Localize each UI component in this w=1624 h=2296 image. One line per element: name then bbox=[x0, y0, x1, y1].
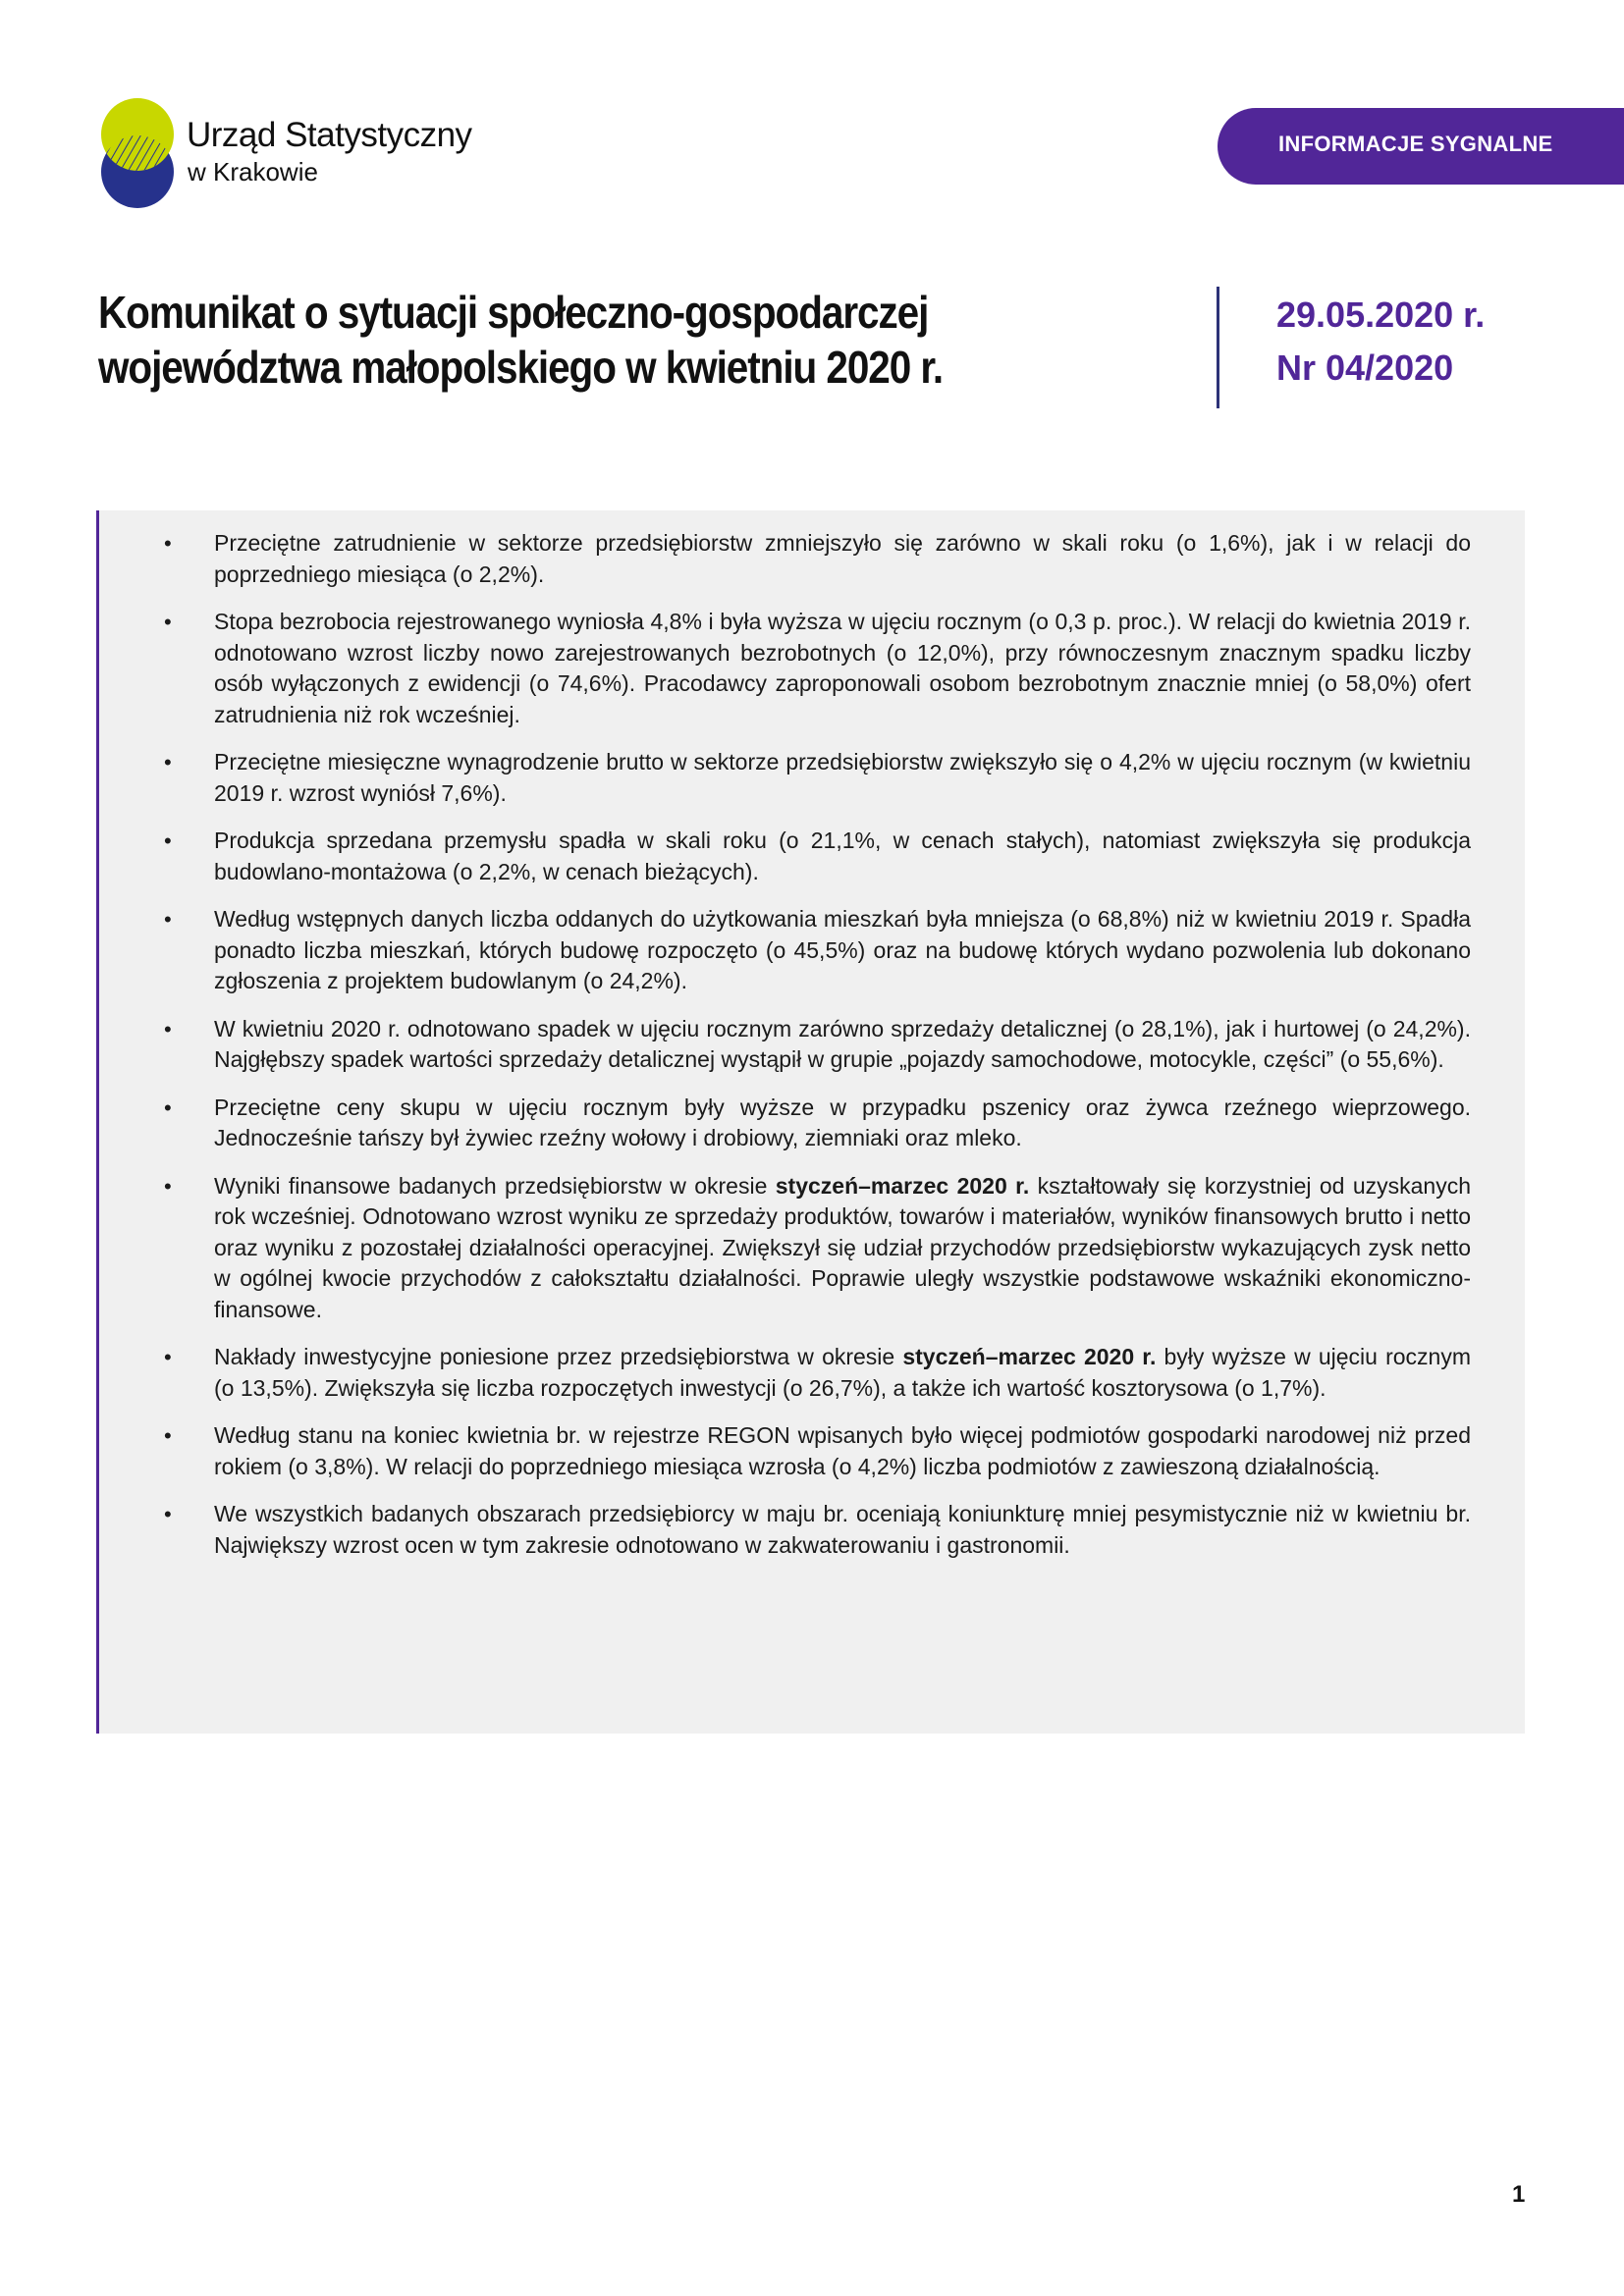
page-number: 1 bbox=[1512, 2181, 1526, 2208]
publication-number: Nr 04/2020 bbox=[1276, 347, 1454, 388]
key-finding-text: Wyniki finansowe badanych przedsiębiorstw w okresie bbox=[214, 1172, 776, 1199]
bullet-icon: • bbox=[164, 610, 172, 634]
key-finding-text: Przeciętne ceny skupu w ujęciu rocznym były wyższe w przypadku pszenicy oraz żywca rzeźnego wieprzowego. Jednocześnie tańszy był żywiec rzeźny wołowy i drobiowy, ziemniaki oraz mleko. bbox=[214, 1094, 1471, 1150]
key-finding-text: We wszystkich badanych obszarach przedsiębiorcy w maju br. oceniają koniunkturę mniej pesymistycznie niż w kwietniu br. Największy wzrost ocen w tym zakresie odnotowano w zakwaterowaniu i gastronomii. bbox=[214, 1501, 1471, 1558]
key-finding-item bbox=[99, 1420, 1471, 1482]
bullet-icon: • bbox=[164, 750, 172, 774]
key-finding-item bbox=[99, 904, 1471, 997]
key-finding-text-cont: były wyższe w ujęciu rocznym (o 13,5%). Zwiększyła się liczba rozpoczętych inwestycji (o 26,7%), a także ich wartość kosztorysowa (o 1,7%). bbox=[214, 1344, 1471, 1401]
key-finding-item bbox=[99, 826, 1471, 887]
key-finding-item bbox=[99, 1093, 1471, 1154]
bullet-icon: • bbox=[164, 1173, 172, 1199]
key-finding-item bbox=[99, 528, 1471, 590]
key-finding-item bbox=[99, 607, 1471, 730]
bullet-icon: • bbox=[164, 1502, 172, 1526]
title-divider bbox=[1217, 287, 1219, 408]
key-finding-item bbox=[99, 1171, 1471, 1326]
key-finding-item bbox=[99, 1014, 1471, 1076]
key-finding-text-cont: kształtowały się korzystniej od uzyskanych rok wcześniej. Odnotowano wzrost wyniku ze sprzedaży produktów, towarów i materiałów, wyników finansowych brutto i netto oraz wyniku z pozostałej działalności operacyjnej. Zwiększył się udział przychodów przedsiębiorstw wykazujących zysk netto w ogólnej kwocie przychodów z całokształtu działalności. Poprawie uległy wszystkie podstawowe wskaźniki ekonomiczno-finansowe. bbox=[214, 1172, 1472, 1322]
key-finding-text: W kwietniu 2020 r. odnotowano spadek w ujęciu rocznym zarówno sprzedaży detalicznej (o 28,1%), jak i hurtowej (o 24,2%). Najgłębszy spadek wartości sprzedaży detalicznej wystąpił w grupie „pojazdy samochodowe, motocykle, części” (o 55,6%). bbox=[214, 1015, 1471, 1072]
logo-subtitle: w Krakowie bbox=[188, 157, 318, 187]
key-finding-text: Przeciętne zatrudnienie w sektorze przedsiębiorstw zmniejszyło się zarówno w skali roku (o 1,6%), jak i w relacji do poprzedniego miesiąca (o 2,2%). bbox=[214, 530, 1471, 587]
key-finding-item bbox=[99, 1499, 1471, 1561]
publication-date: 29.05.2020 r. bbox=[1276, 294, 1486, 335]
key-finding-period: styczeń–marzec 2020 r. bbox=[902, 1344, 1157, 1369]
publication-meta bbox=[1276, 289, 1485, 395]
bullet-icon: • bbox=[164, 828, 172, 853]
key-finding-text: Według stanu na koniec kwietnia br. w rejestrze REGON wpisanych było więcej podmiotów gospodarki narodowej niż przed rokiem (o 3,8%). W relacji do poprzedniego miesiąca wzrosła (o 4,2%) liczba podmiotów z zawieszoną działalnością. bbox=[214, 1422, 1471, 1479]
key-finding-text: Według wstępnych danych liczba oddanych do użytkowania mieszkań była mniejsza (o 68,8%) niż w kwietniu 2019 r. Spadła ponadto liczba mieszkań, których budowę rozpoczęto (o 45,5%) oraz na budowę których wydano pozwolenia lub dokonano zgłoszenia z projektem budowlanym (o 24,2%). bbox=[214, 906, 1471, 993]
key-finding-item bbox=[99, 1342, 1471, 1404]
page-title-line-2: województwa małopolskiego w kwietniu 2020 r. bbox=[98, 342, 944, 393]
key-finding-text: Produkcja sprzedana przemysłu spadła w skali roku (o 21,1%, w cenach stałych), natomiast zwiększyła się produkcja budowlano-montażowa (o 2,2%, w cenach bieżących). bbox=[214, 828, 1471, 884]
category-badge-label: INFORMACJE SYGNALNE bbox=[1278, 132, 1553, 156]
institution-logo bbox=[98, 98, 471, 208]
key-finding-text: Nakłady inwestycyjne poniesione przez przedsiębiorstwa w okresie bbox=[214, 1344, 903, 1369]
key-finding-text: Stopa bezrobocia rejestrowanego wyniosła 4,8% i była wyższa w ujęciu rocznym (o 0,3 p. proc.). W relacji do kwietnia 2019 r. odnotowano wzrost liczby nowo zarejestrowanych bezrobotnych (o 12,0%), przy równoczesnym znacznym spadku liczby osób wyłączonych z ewidencji (o 74,6%). Pracodawcy zaproponowali osobom bezrobotnym znacznie mniej (o 58,0%) ofert zatrudnienia niż rok wcześniej. bbox=[214, 609, 1471, 727]
key-finding-item bbox=[99, 747, 1471, 809]
key-findings-list bbox=[99, 510, 1525, 1561]
bullet-icon: • bbox=[164, 1345, 172, 1369]
category-badge bbox=[1218, 108, 1624, 185]
bullet-icon: • bbox=[164, 1095, 172, 1120]
key-findings-box bbox=[96, 510, 1525, 1734]
bullet-icon: • bbox=[164, 1423, 172, 1448]
logo-title: Urząd Statystyczny bbox=[187, 116, 472, 154]
page-title bbox=[98, 285, 1188, 395]
bullet-icon: • bbox=[164, 1016, 172, 1041]
key-finding-period: styczeń–marzec 2020 r. bbox=[775, 1172, 1030, 1199]
gus-circles-logo-icon bbox=[98, 98, 187, 208]
bullet-icon: • bbox=[164, 907, 172, 932]
key-finding-text: Przeciętne miesięczne wynagrodzenie brutto w sektorze przedsiębiorstw zwiększyło się o 4,2% w ujęciu rocznym (w kwietniu 2019 r. wzrost wyniósł 7,6%). bbox=[214, 749, 1471, 806]
page-title-line-1: Komunikat o sytuacji społeczno-gospodarczej bbox=[98, 287, 929, 338]
bullet-icon: • bbox=[164, 531, 172, 556]
